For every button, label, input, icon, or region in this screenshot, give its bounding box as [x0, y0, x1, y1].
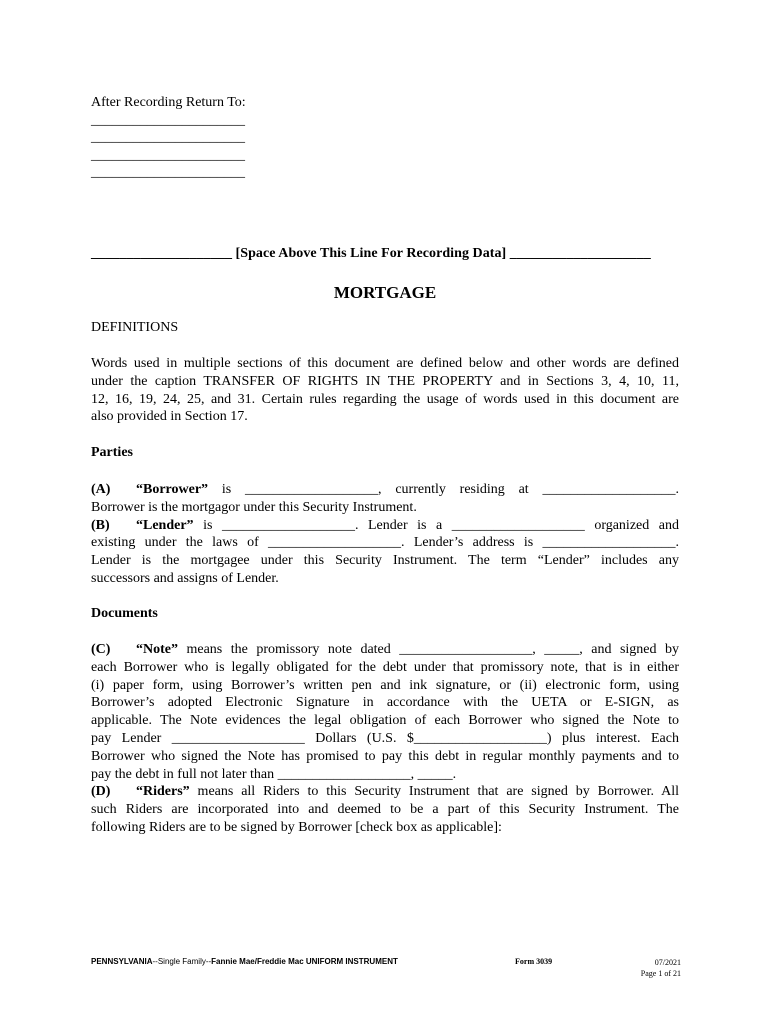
footer-state: PENNSYLVANIA	[91, 957, 153, 966]
text-line: pay Lender ___________________ Dollars (U.S. $___________________) plus interest. Each	[91, 730, 679, 746]
item-label-b: (B)	[91, 517, 110, 533]
definition-note	[91, 641, 679, 659]
footer-instrument	[91, 957, 398, 966]
footer-separator: --Single Family--	[152, 957, 212, 966]
text-line: Words used in multiple sections of this document are defined below and other words are defined	[91, 356, 679, 371]
definition-borrower	[91, 481, 679, 499]
document-title: MORTGAGE	[333, 283, 437, 302]
text-line: following Riders are to be signed by Borrower [check box as applicable]:	[91, 819, 502, 835]
documents-section	[91, 641, 679, 837]
text-line: existing under the laws of ___________________. Lender’s address is ___________________.	[91, 535, 679, 551]
item-label-a: (A)	[91, 482, 111, 497]
intro-paragraph	[91, 355, 679, 426]
text-line: Borrower’s adopted Electronic Signature in accordance with the UETA or E-SIGN, as	[91, 695, 679, 711]
term-riders: “Riders”	[136, 784, 190, 800]
return-blank-line: ______________________	[91, 112, 245, 128]
text-fragment: means the promissory note dated ___________________, _____, and signed by	[178, 642, 679, 657]
text-line: Lender is the mortgagee under this Security Instrument. The term “Lender” includes any	[91, 553, 679, 569]
text-line: successors and assigns of Lender.	[91, 570, 279, 586]
footer-instrument-name: Fannie Mae/Freddie Mac UNIFORM INSTRUMENT	[211, 957, 398, 966]
text-line: such Riders are incorporated into and deemed to be a part of this Security Instrument. The	[91, 802, 679, 818]
text-fragment: is ___________________. Lender is a ___________________ organized and	[193, 517, 679, 533]
text-line: applicable. The Note evidences the legal obligation of each Borrower who signed the Note to	[91, 713, 679, 729]
text-line: each Borrower who is legally obligated for the debt under that promissory note, that is in either	[91, 659, 679, 675]
footer-date: 07/2021	[654, 958, 681, 967]
return-address-block	[91, 94, 246, 182]
text-line: Borrower is the mortgagor under this Security Instrument.	[91, 499, 417, 515]
parties-section	[91, 481, 679, 588]
recording-data-line: ____________________ [Space Above This Line For Recording Data] ____________________	[91, 246, 651, 261]
item-label-d: (D)	[91, 784, 111, 800]
text-line: also provided in Section 17.	[91, 409, 248, 425]
return-label: After Recording Return To:	[91, 95, 246, 110]
return-blank-line: ______________________	[91, 165, 245, 180]
return-blank-line: ______________________	[91, 147, 245, 163]
text-line: Borrower who signed the Note has promised to pay this debt in regular monthly payments and to	[91, 748, 679, 764]
footer-date-page	[600, 957, 681, 979]
parties-heading: Parties	[91, 445, 133, 460]
text-line: 12, 16, 19, 24, 25, and 31. Certain rules regarding the usage of words used in this document are	[91, 391, 679, 407]
text-line: pay the debt in full not later than ___________________, _____.	[91, 766, 457, 782]
documents-heading: Documents	[91, 606, 158, 621]
footer-form-number: Form 3039	[515, 957, 553, 966]
term-note: “Note”	[136, 642, 178, 657]
definitions-heading: DEFINITIONS	[91, 320, 179, 335]
return-blank-line: ______________________	[91, 130, 245, 145]
footer-page-number: Page 1 of 21	[640, 969, 681, 978]
item-label-c: (C)	[91, 642, 111, 657]
term-borrower: “Borrower”	[136, 482, 209, 497]
text-fragment: means all Riders to this Security Instrument that are signed by Borrower. All	[189, 784, 679, 800]
text-fragment: is ___________________, currently residing at ___________________.	[208, 482, 679, 497]
definition-riders	[91, 783, 679, 801]
definition-lender	[91, 517, 679, 535]
text-line: under the caption TRANSFER OF RIGHTS IN THE PROPERTY and in Sections 3, 4, 10, 11,	[91, 373, 679, 389]
term-lender: “Lender”	[136, 517, 194, 533]
text-line: (i) paper form, using Borrower’s written pen and ink signature, or (ii) electronic form, using	[91, 677, 679, 693]
